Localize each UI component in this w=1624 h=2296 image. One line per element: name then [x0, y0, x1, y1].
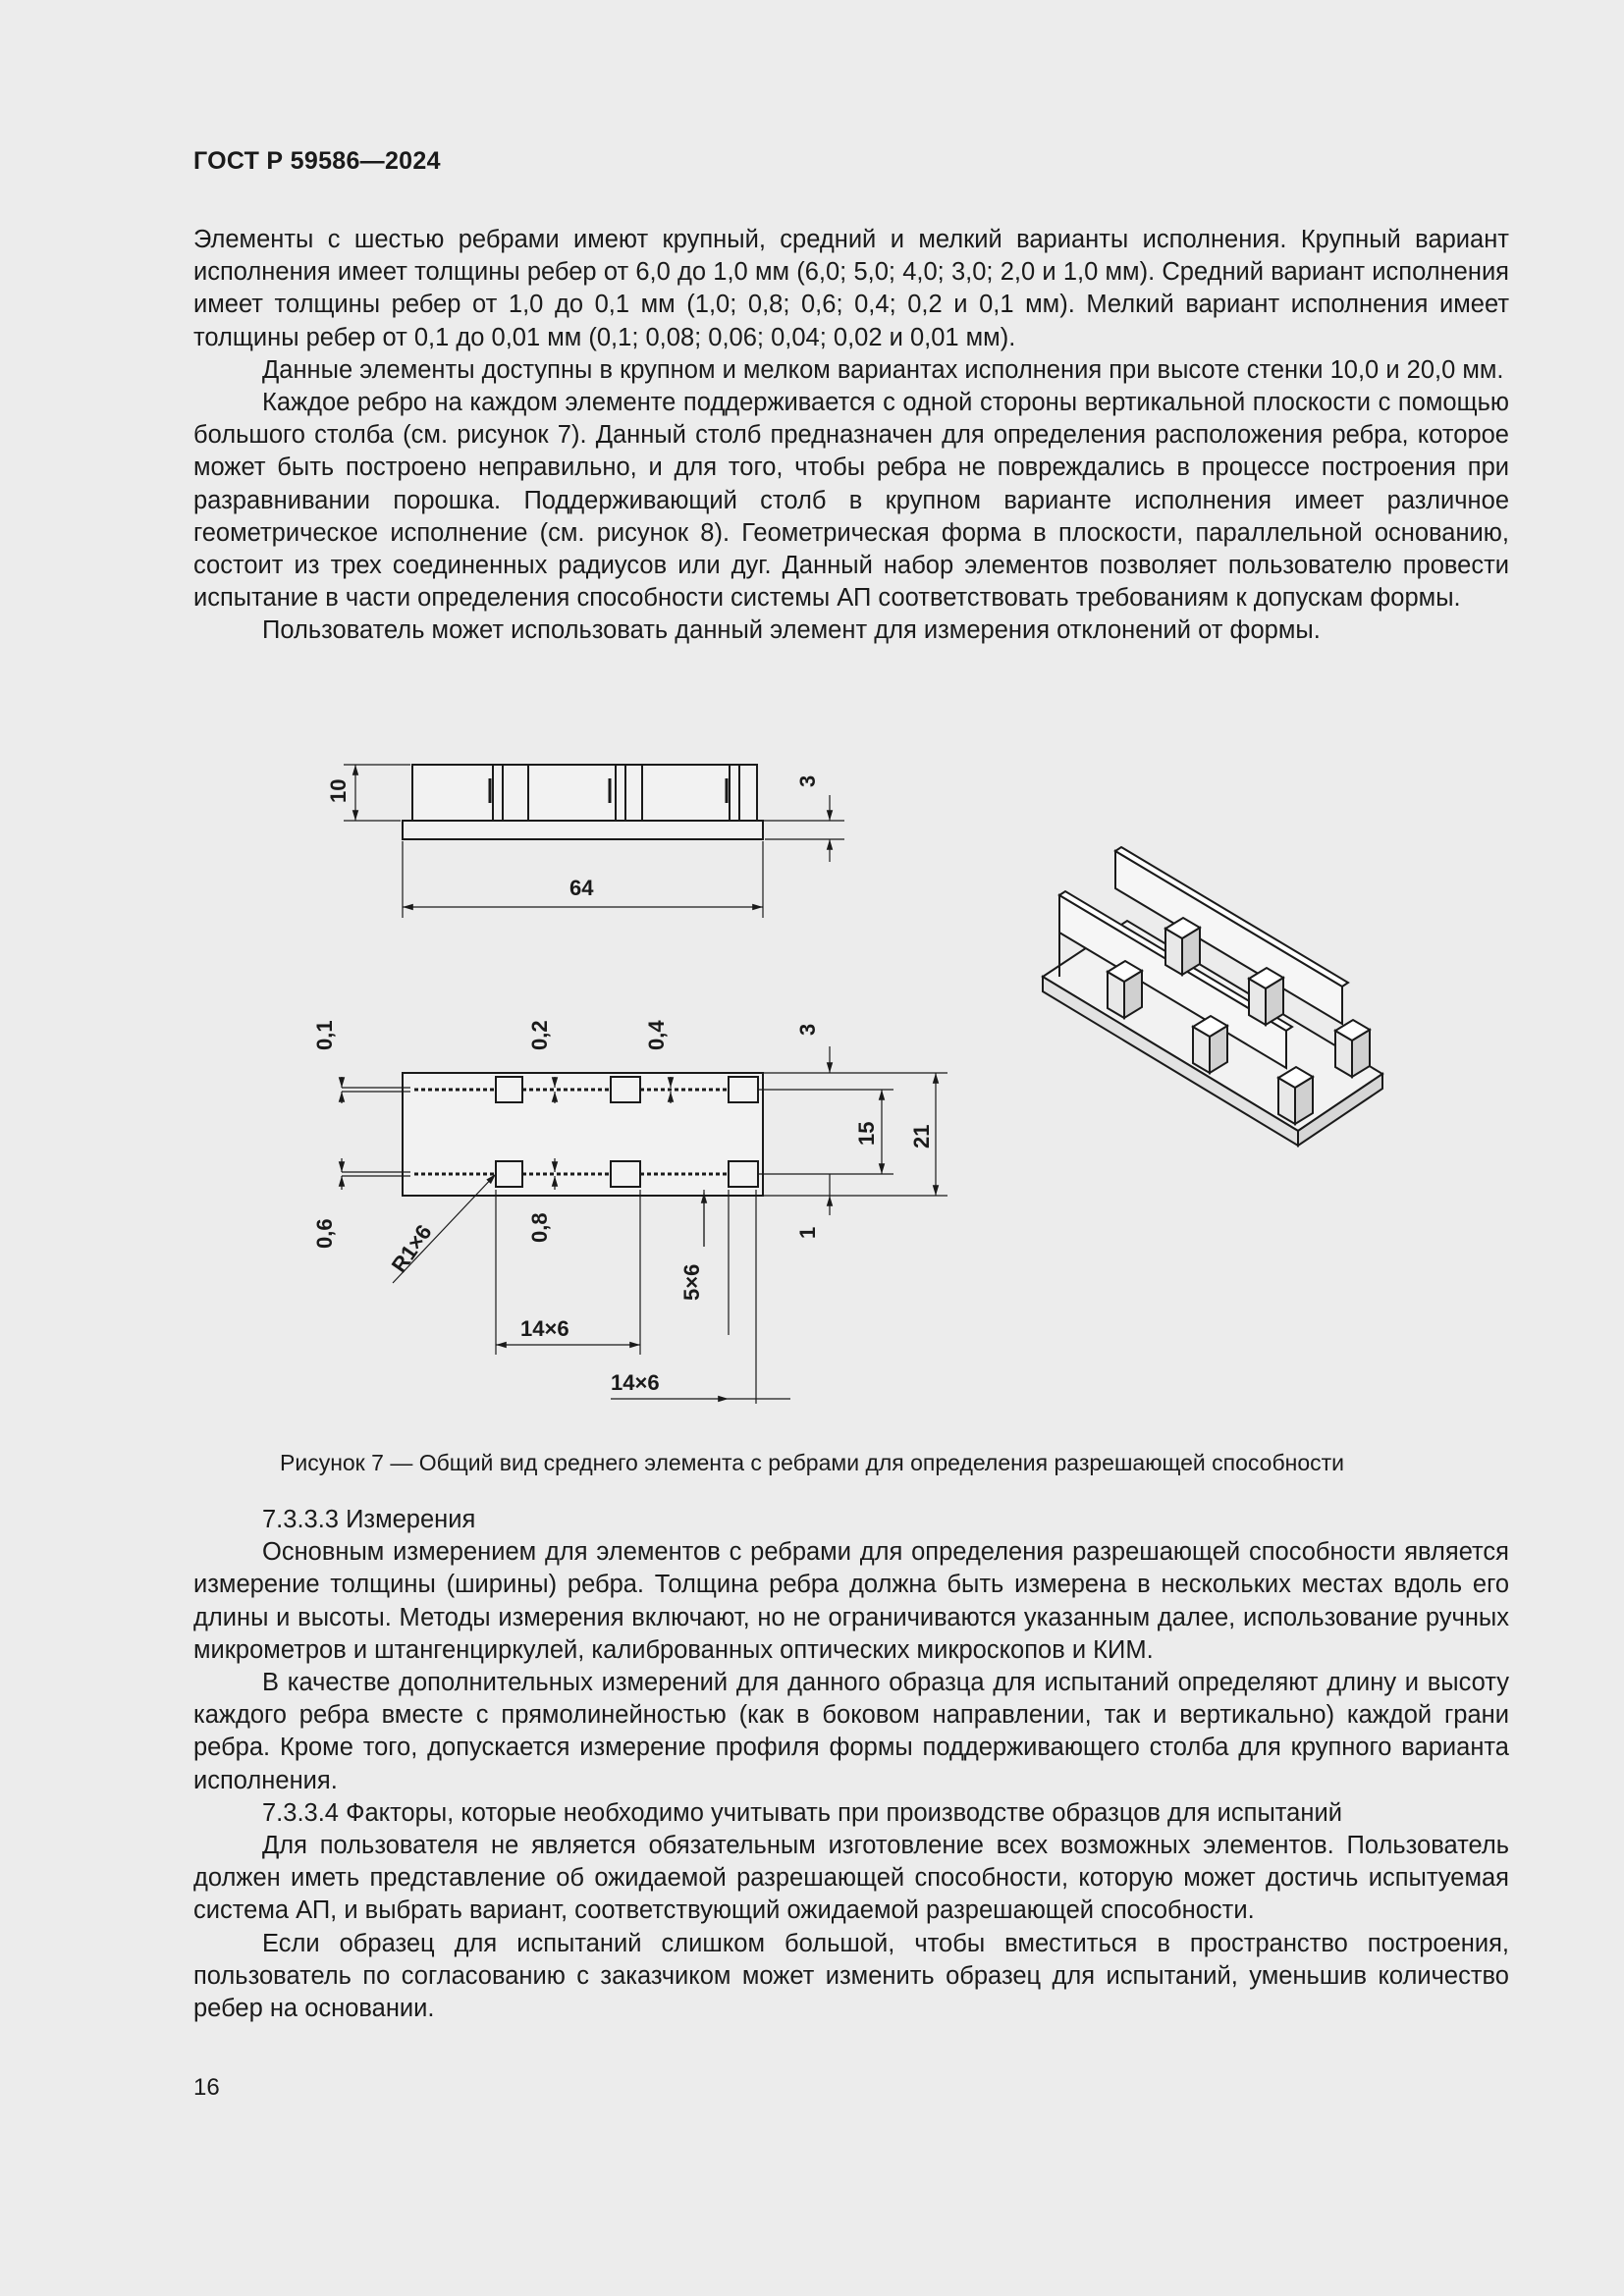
section-title-7333: 7.3.3.3 Измерения	[262, 1506, 476, 1533]
dim-0-1: 0,1	[312, 1020, 337, 1050]
paragraph: Данные элементы доступны в крупном и мелком вариантах исполнения при высоте стенки 10,0 и 20,0 мм.	[262, 355, 1504, 384]
paragraph: Элементы с шестью ребрами имеют крупный, средний и мелкий варианты исполнения. Крупный вариант исполнения имеет толщины ребер от 6,0 до 1,0 мм (6,0; 5,0; 4,0; 3,0; 2,0 и 1,0 мм). Средний вариант исполнения имеет толщины ребер от 1,0 до 0,1 мм (1,0; 0,8; 0,6; 0,4; 0,2 и 0,1 мм). Мелкий вариант исполнения имеет толщины ребер от 0,1 до 0,01 мм (0,1; 0,08; 0,06; 0,04; 0,02 и 0,01 мм).	[193, 226, 1509, 351]
paragraph: Каждое ребро на каждом элементе поддерживается с одной стороны вертикальной плоскости с помощью большого столба (см. рисунок 7). Данный столб предназначен для определения расположения ребра, которое может быть построено неправильно, и для того, чтобы ребра не повреждались в процессе построения при разравнивании порошка. Поддерживающий столб в крупном варианте исполнения имеет различное геометрическое исполнение (см. рисунок 8). Геометрическая форма в плоскости, параллельной основанию, состоит из трех соединенных радиусов или дуг. Данный набор элементов позволяет пользователю провести испытание в части определения способности системы АП соответствовать требованиям к допускам формы.	[193, 389, 1509, 613]
dim-14x6-first: 14×6	[520, 1316, 569, 1341]
paragraph: Основным измерением для элементов с ребрами для определения разрешающей способности является измерение толщины (ширины) ребра. Толщина ребра должна быть измерена в нескольких местах вдоль его длины и высоты. Методы измерения включают, но не ограничиваются указанным далее, использование ручных микрометров и штангенциркулей, калиброванных оптических микроскопов и КИМ.	[193, 1538, 1509, 1664]
isometric-view	[1043, 847, 1382, 1146]
section-title-7334: 7.3.3.4 Факторы, которые необходимо учитывать при производстве образцов для испытаний	[262, 1798, 1342, 1827]
dim-0-4: 0,4	[644, 1020, 669, 1050]
dim-21: 21	[909, 1124, 934, 1148]
dim-64: 64	[569, 876, 594, 900]
dim-10: 10	[326, 778, 351, 803]
paragraph: Пользователь может использовать данный элемент для измерения отклонений от формы.	[262, 616, 1321, 645]
paragraph: Для пользователя не является обязательным изготовление всех возможных элементов. Пользователь должен иметь представление об ожидаемой разрешающей способности, которую может достичь испытуемая система АП, и выбрать вариант, соответствующий ожидаемой разрешающей способности.	[193, 1832, 1509, 1925]
dim-1: 1	[795, 1226, 820, 1239]
document-header: ГОСТ Р 59586—2024	[193, 147, 441, 175]
dim-3-side: 3	[795, 774, 820, 787]
dim-r1x6: R1×6	[386, 1219, 437, 1277]
dim-5x6: 5×6	[679, 1263, 704, 1301]
dim-15: 15	[854, 1121, 879, 1146]
dim-14x6-second: 14×6	[611, 1370, 660, 1395]
side-view	[403, 765, 763, 839]
figure-caption: Рисунок 7 — Общий вид среднего элемента с ребрами для определения разрешающей способности	[280, 1450, 1344, 1475]
dim-0-8: 0,8	[527, 1212, 552, 1243]
top-view	[403, 1073, 763, 1196]
sections-text	[193, 1504, 1509, 2025]
dim-0-6: 0,6	[312, 1218, 337, 1249]
dim-0-2: 0,2	[527, 1020, 552, 1050]
paragraph: Если образец для испытаний слишком большой, чтобы вместиться в пространство построения, пользователь по согласованию с заказчиком может изменить образец для испытаний, уменьшив количество ребер на основании.	[193, 1929, 1509, 2023]
dim-3-top: 3	[795, 1023, 820, 1036]
page-number: 16	[193, 2074, 220, 2101]
paragraph: В качестве дополнительных измерений для данного образца для испытаний определяют длину и высоту каждого ребра вместе с прямолинейностью (как в боковом направлении, так и вертикально) каждой грани ребра. Кроме того, допускается измерение профиля формы поддерживающего столба для крупного варианта исполнения.	[193, 1669, 1509, 1794]
